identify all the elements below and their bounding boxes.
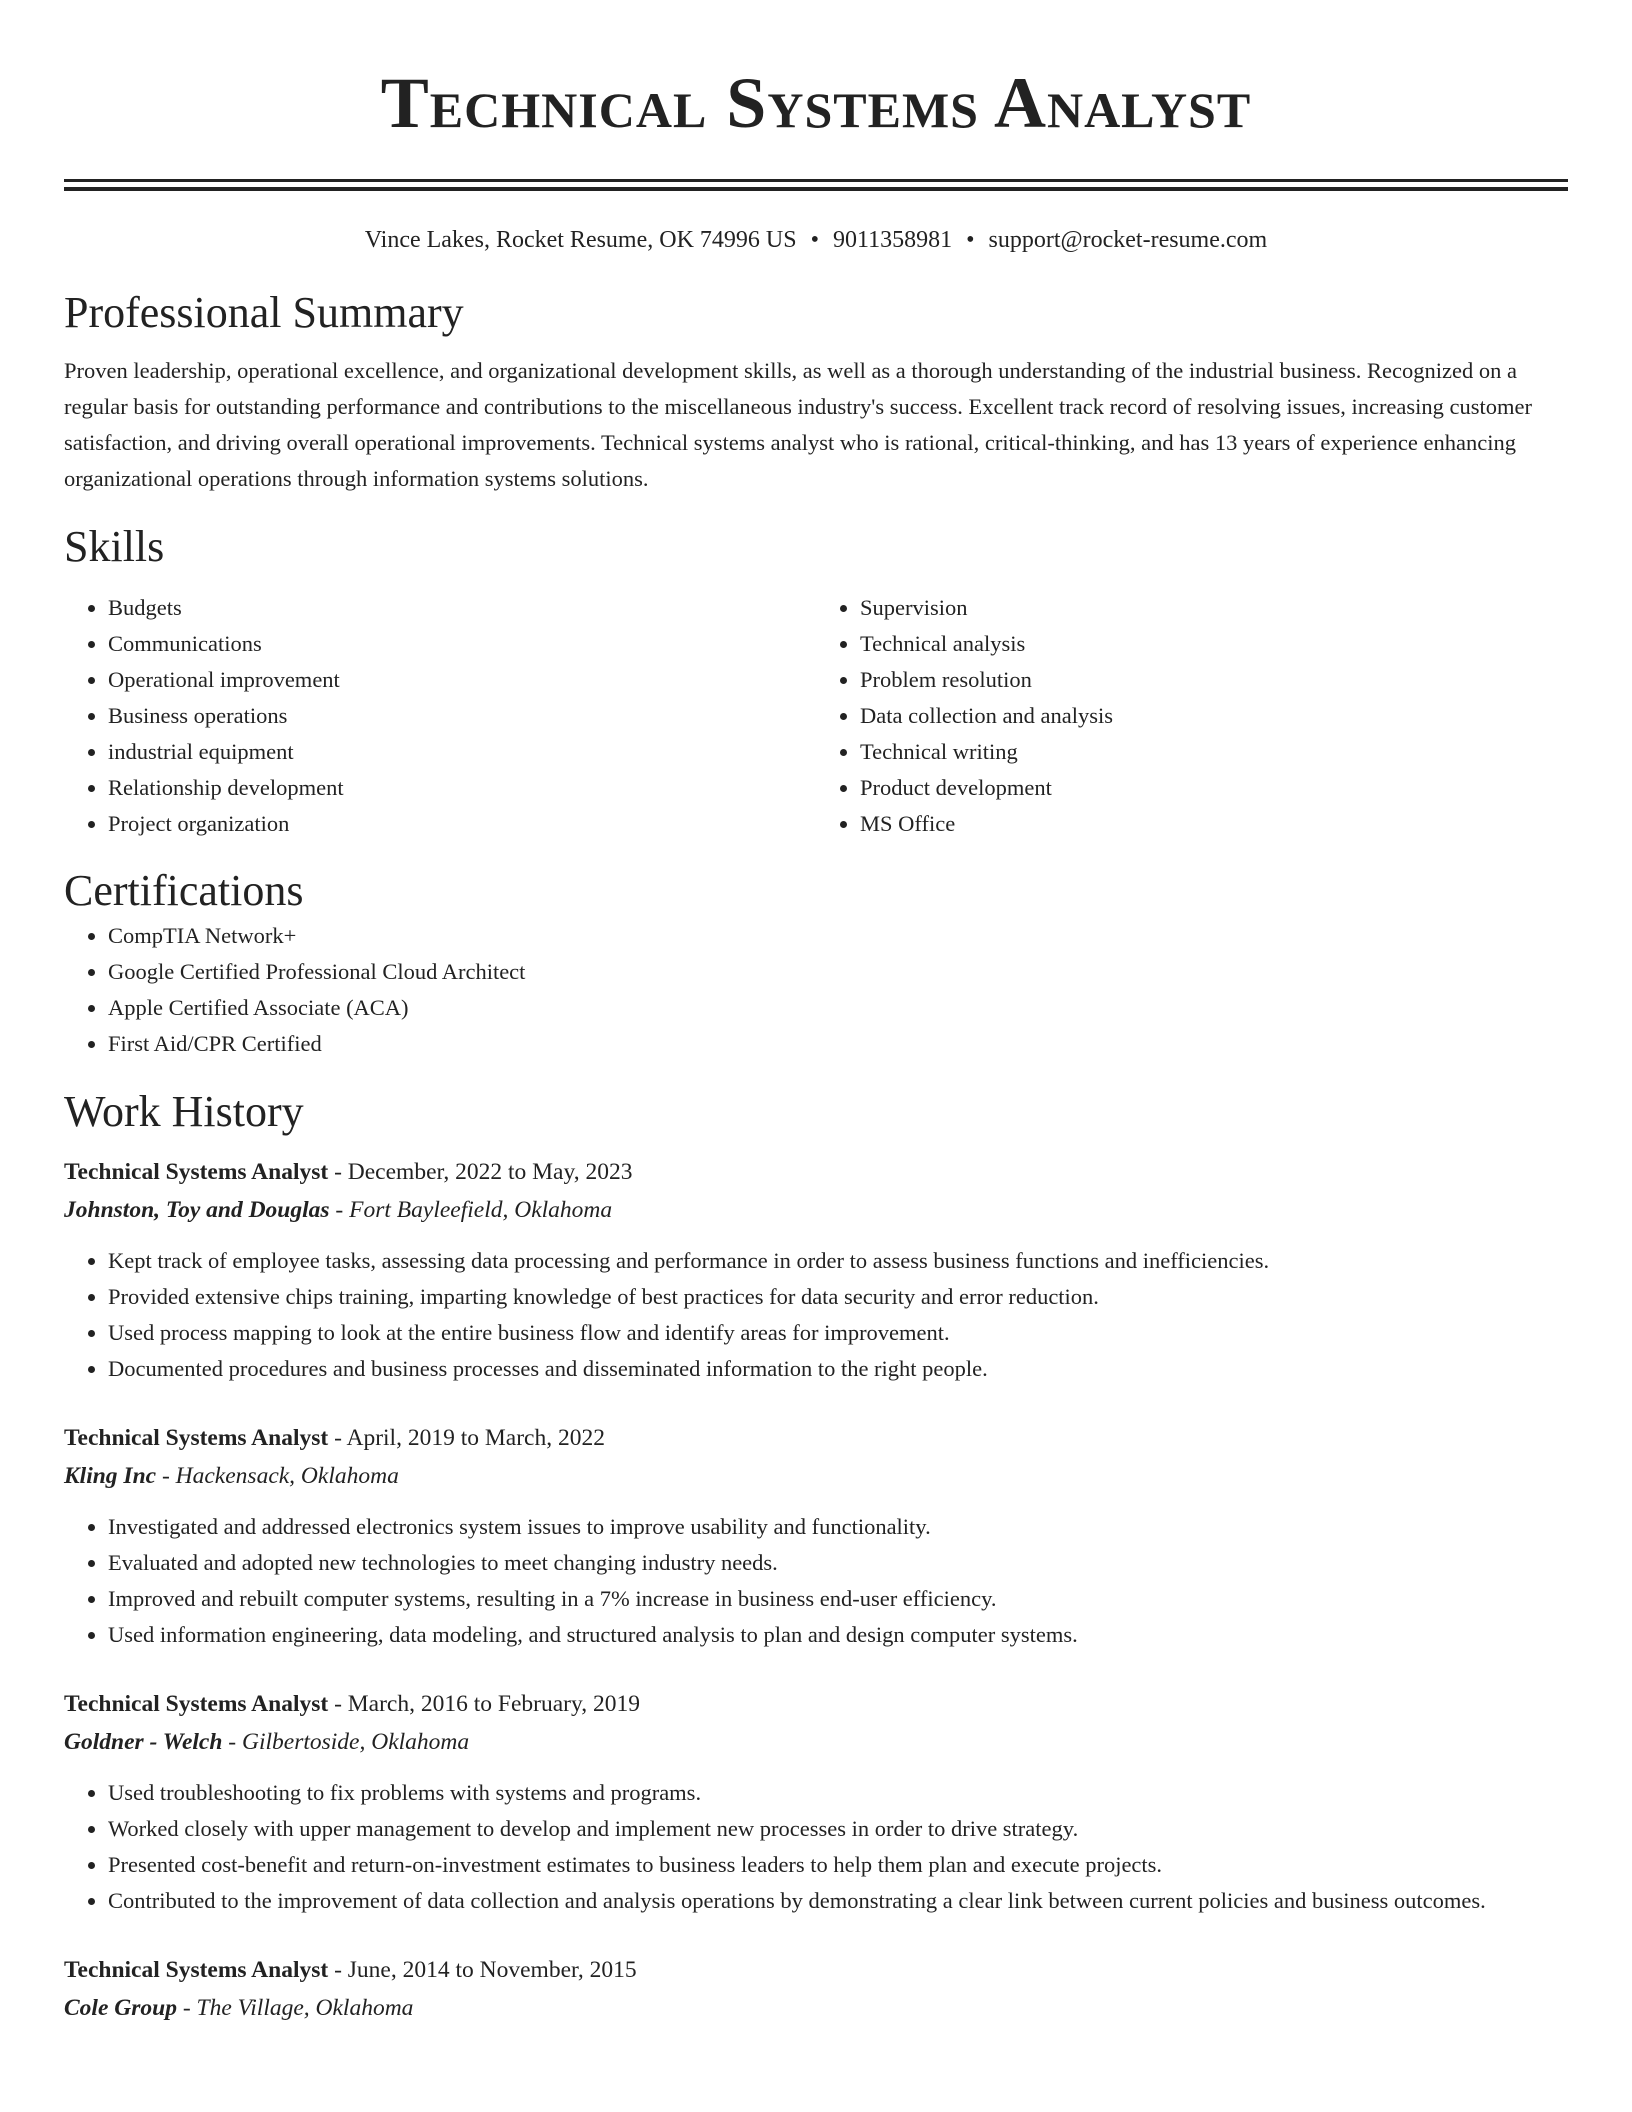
job-dash: - (156, 1463, 176, 1489)
skill-item: • Problem resolution (860, 662, 1568, 698)
company-location: Fort Bayleefield, Oklahoma (349, 1197, 613, 1223)
job-bullet: • Investigated and addressed electronics system issues to improve usability and functionality. (108, 1509, 1568, 1545)
title-divider (64, 179, 1568, 191)
company-line (64, 1989, 1568, 2027)
job-dash: - (328, 1957, 348, 1983)
contact-separator: • (966, 227, 975, 253)
contact-separator: • (810, 227, 819, 253)
company-location: The Village, Oklahoma (196, 1995, 414, 2021)
skills-list-left (64, 590, 816, 842)
company-line (64, 1191, 1568, 1229)
job-dash: - (328, 1691, 348, 1717)
company-name: Kling Inc (64, 1463, 157, 1489)
contact-email: support@rocket-resume.com (988, 227, 1268, 253)
certifications-list (64, 918, 1568, 1062)
skill-item: • Business operations (108, 698, 816, 734)
job-dash: - (328, 1425, 347, 1451)
job-dash: - (328, 1159, 348, 1185)
job-title: Technical Systems Analyst (64, 1957, 329, 1983)
job-title-line (64, 1153, 1568, 1191)
job-bullet: • Presented cost-benefit and return-on-investment estimates to business leaders to help them plan and execute projects. (108, 1847, 1568, 1883)
job-entry (64, 1685, 1568, 1919)
certification-item: • Apple Certified Associate (ACA) (108, 990, 1568, 1026)
job-entry (64, 1153, 1568, 1387)
skill-item: • MS Office (860, 806, 1568, 842)
job-dash: - (329, 1197, 350, 1223)
job-bullet: • Used information engineering, data modeling, and structured analysis to plan and design computer systems. (108, 1617, 1568, 1653)
company-location: Gilbertoside, Oklahoma (242, 1729, 470, 1755)
job-title-line (64, 1685, 1568, 1723)
job-entry (64, 1419, 1568, 1653)
job-title: Technical Systems Analyst (64, 1159, 329, 1185)
skill-item: • Operational improvement (108, 662, 816, 698)
job-bullet: • Used process mapping to look at the entire business flow and identify areas for improvement. (108, 1315, 1568, 1351)
job-title: Technical Systems Analyst (64, 1425, 329, 1451)
skill-item: • Budgets (108, 590, 816, 626)
company-name: Goldner - Welch (64, 1729, 223, 1755)
summary-text: Proven leadership, operational excellence, and organizational development skills, as well as a thorough understanding of the industrial business. Recognized on a regular basis for outstanding performance and contributions to the miscellaneous industry's success. Excellent track record of resolving issues, increasing customer satisfaction, and driving overall operational improvements. Technical systems analyst who is rational, critical-thinking, and has 13 years of experience enhancing organizational operations through information systems solutions. (64, 358, 1533, 491)
job-dates: April, 2019 to March, 2022 (346, 1425, 605, 1451)
skills-columns (64, 590, 1568, 842)
skill-item: • Technical writing (860, 734, 1568, 770)
job-title: Technical Systems Analyst (64, 1691, 329, 1717)
certification-item: • First Aid/CPR Certified (108, 1026, 1568, 1062)
job-bullet: • Worked closely with upper management to develop and implement new processes in order to drive strategy. (108, 1811, 1568, 1847)
job-dates: June, 2014 to November, 2015 (347, 1957, 637, 1983)
summary-heading: Professional Summary (64, 288, 464, 337)
job-entry (64, 1951, 1568, 2027)
work-history-heading: Work History (64, 1087, 304, 1136)
job-dates: December, 2022 to May, 2023 (347, 1159, 633, 1185)
job-bullet: • Evaluated and adopted new technologies to meet changing industry needs. (108, 1545, 1568, 1581)
job-dates: March, 2016 to February, 2019 (347, 1691, 640, 1717)
job-title-line (64, 1951, 1568, 1989)
job-bullet: • Improved and rebuilt computer systems, resulting in a 7% increase in business end-user efficiency. (108, 1581, 1568, 1617)
skill-item: • Technical analysis (860, 626, 1568, 662)
certifications-heading: Certifications (64, 866, 304, 915)
certification-item: • CompTIA Network+ (108, 918, 1568, 954)
job-bullet: • Provided extensive chips training, imparting knowledge of best practices for data security and error reduction. (108, 1279, 1568, 1315)
job-bullets (64, 1509, 1568, 1653)
company-line (64, 1723, 1568, 1761)
skills-list-right (816, 590, 1568, 842)
skill-item: • industrial equipment (108, 734, 816, 770)
contact-address: Vince Lakes, Rocket Resume, OK 74996 US (364, 227, 797, 253)
skill-item: • Project organization (108, 806, 816, 842)
job-bullet: • Documented procedures and business processes and disseminated information to the right people. (108, 1351, 1568, 1387)
skill-item: • Data collection and analysis (860, 698, 1568, 734)
skill-item: • Product development (860, 770, 1568, 806)
contact-line (64, 223, 1568, 257)
contact-phone: 9011358981 (833, 227, 953, 253)
job-bullets (64, 1243, 1568, 1387)
job-dash: - (176, 1995, 197, 2021)
company-line (64, 1457, 1568, 1495)
certification-item: • Google Certified Professional Cloud Architect (108, 954, 1568, 990)
job-bullet: • Contributed to the improvement of data collection and analysis operations by demonstrating a clear link between current policies and business outcomes. (108, 1883, 1568, 1919)
resume-title: Technical Systems Analyst (380, 63, 1252, 143)
job-title-line (64, 1419, 1568, 1457)
skill-item: • Supervision (860, 590, 1568, 626)
company-name: Johnston, Toy and Douglas (64, 1197, 330, 1223)
skill-item: • Communications (108, 626, 816, 662)
skill-item: • Relationship development (108, 770, 816, 806)
company-location: Hackensack, Oklahoma (175, 1463, 399, 1489)
company-name: Cole Group (64, 1995, 177, 2021)
skills-heading: Skills (64, 522, 165, 571)
job-bullets (64, 1775, 1568, 1919)
job-bullet: • Kept track of employee tasks, assessing data processing and performance in order to assess business functions and inefficiencies. (108, 1243, 1568, 1279)
job-bullet: • Used troubleshooting to fix problems with systems and programs. (108, 1775, 1568, 1811)
job-dash: - (222, 1729, 242, 1755)
